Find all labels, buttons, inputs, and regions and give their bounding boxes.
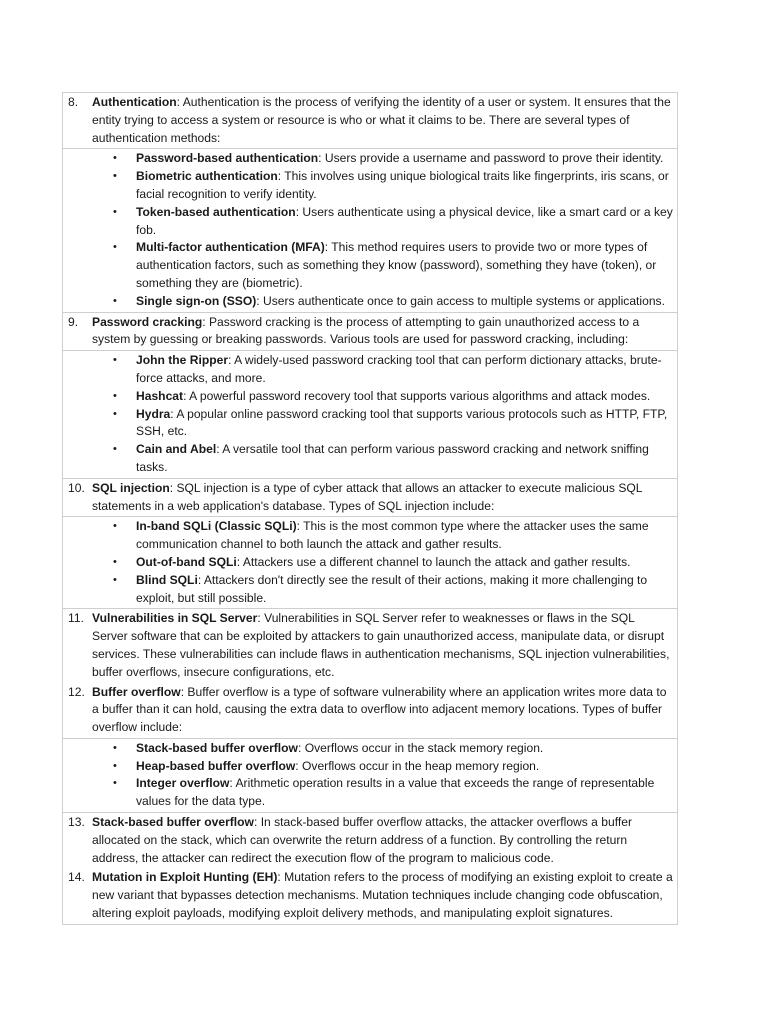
bullet-list [62,350,678,479]
bullet-item [110,150,675,168]
item-term: Vulnerabilities in SQL Server [92,611,258,626]
item-number: 13. [68,815,85,830]
bullet-term: In-band SQLi (Classic SQLi) [136,519,297,534]
item-number: 12. [68,684,85,699]
bullet-text: : Overflows occur in the stack memory region. [297,740,544,755]
bullet-item [110,352,675,388]
bullet-list [62,516,678,609]
bullet-icon: • [113,573,117,586]
bullet-icon: • [113,741,117,754]
item-term: Authentication [92,95,177,109]
item-body [92,814,673,867]
item-text: : Vulnerabilities in SQL Server refer to weaknesses or flaws in the SQL Server software that can be exploited by attackers to gain unauthorized access, manipulate data, or disrupt services. These vulnerabilities can include flaws in authentication mechanisms, SQL injection vulnerabilities, buffer overflows, insecure configurations, etc. [92,611,670,679]
bullet-term: Biometric authentication [136,169,278,184]
bullet-term: Multi-factor authentication (MFA) [136,240,325,255]
bullet-text: : Overflows occur in the heap memory region. [295,758,540,773]
bullet-text: : A widely-used password cracking tool that can perform dictionary attacks, brute-force attacks, and more. [136,353,662,385]
item-text: : Buffer overflow is a type of software vulnerability where an application writes more data to a buffer than it can hold, causing the extra data to overflow into adjacent memory locations. Types of buffer overflow include: [92,684,667,735]
bullet-item [110,441,675,477]
bullet-text: : Arithmetic operation results in a value that exceeds the range of representable values for the data type. [136,776,655,809]
bullet-term: Blind SQLi [136,572,198,587]
bullet-item [110,204,675,240]
item-body [92,314,673,350]
bullet-item [110,572,675,608]
bullet-item [110,406,675,442]
item-term: Buffer overflow [92,684,181,699]
item-number: 9. [68,314,79,329]
bullet-item [110,293,675,311]
bullet-icon: • [113,555,117,568]
item-number: 10. [68,480,85,495]
bullet-icon: • [113,389,117,402]
bullet-icon: • [113,443,117,456]
bullet-icon: • [113,759,117,772]
bullet-icon: • [113,520,117,533]
item-number: 8. [68,95,79,109]
item-text: : In stack-based buffer overflow attacks, the attacker overflows a buffer allocated on the stack, which can overwrite the return address of a function. By controlling the return address, the attacker can redirect the execution flow of the program to malicious code. [92,815,632,865]
bullet-text: : This involves using unique biological traits like fingerprints, iris scans, or facial recognition to verify identity. [136,169,669,201]
bullet-icon: • [113,241,117,254]
bullet-icon: • [113,354,117,367]
item-body [92,684,673,737]
bullet-text: : A popular online password cracking tool that supports various protocols such as HTTP, FTP, SSH, etc. [136,406,668,439]
bullet-item [110,388,675,406]
list-item [62,478,678,518]
bullet-term: Password-based authentication [136,151,319,166]
list-item [62,812,678,925]
bullet-text: : Attackers don't directly see the result of their actions, making it more challenging to exploit, but still possible. [136,572,648,605]
bullet-term: Stack-based buffer overflow [136,740,298,755]
item-text: : Password cracking is the process of attempting to gain unauthorized access to a system by guessing or breaking passwords. Various tools are used for password cracking, including: [92,314,640,347]
bullet-item [110,168,675,204]
bullet-icon: • [113,152,117,165]
bullet-term: Token-based authentication [136,204,296,219]
bullet-text: : A versatile tool that can perform various password cracking and network sniffing tasks. [136,442,649,474]
bullet-item [110,239,675,292]
bullet-icon: • [113,205,117,218]
bullet-item [110,775,675,811]
bullet-text: : This method requires users to provide two or more types of authentication factors, such as something they know (password), something they have (token), or something they are (biometric). [136,240,657,290]
item-term: Mutation in Exploit Hunting (EH) [92,870,278,885]
item-text: : Mutation refers to the process of modifying an existing exploit to create a new variant that bypasses detection mechanisms. Mutation techniques include changing code obfuscation, altering exploit payloads, modifying exploit delivery methods, and manipulating exploit signatures. [92,870,673,921]
item-number: 11. [68,611,84,626]
bullet-term: Heap-based buffer overflow [136,758,296,773]
numbered-list [62,93,678,925]
bullet-text: : Users authenticate using a physical device, like a smart card or a key fob. [136,204,673,237]
bullet-term: Out-of-band SQLi [136,554,237,569]
item-term: Password cracking [92,314,203,329]
item-term: Stack-based buffer overflow [92,815,254,830]
bullet-term: Hydra [136,406,171,421]
bullet-term: Integer overflow [136,776,230,791]
item-body [92,480,673,516]
item-term: SQL injection [92,480,170,495]
item-text: : Authentication is the process of verifying the identity of a user or system. It ensures that the entity trying to access a system or resource is who or what it claims to be. There are several types of authentication methods: [92,95,671,145]
item-text: : SQL injection is a type of cyber attack that allows an attacker to execute malicious SQL statements in a web application's database. Types of SQL injection include: [92,480,643,513]
bullet-icon: • [113,777,117,790]
bullet-icon: • [113,170,117,183]
bullet-item [110,740,675,758]
bullet-item [110,518,675,554]
list-item [62,608,678,739]
item-body [92,869,673,922]
bullet-icon: • [113,294,117,307]
list-item [62,312,678,352]
list-item [62,92,678,149]
bullet-text: : Attackers use a different channel to launch the attack and gather results. [236,554,631,569]
bullet-item [110,758,675,776]
bullet-list [62,148,678,312]
bullet-text: : A powerful password recovery tool that supports various algorithms and attack modes. [183,388,651,403]
bullet-term: Hashcat [136,388,184,403]
bullet-term: Single sign-on (SSO) [136,293,257,308]
bullet-icon: • [113,407,117,420]
item-body [92,94,673,147]
item-number: 14. [68,870,85,885]
bullet-text: : This is the most common type where the attacker uses the same communication channel to both launch the attack and gather results. [136,519,649,552]
bullet-item [110,554,675,572]
bullet-text: : Users authenticate once to gain access to multiple systems or applications. [256,293,665,308]
item-body [92,610,673,681]
bullet-term: John the Ripper [136,353,229,368]
bullet-list [62,738,678,813]
bullet-term: Cain and Abel [136,442,217,457]
bullet-text: : Users provide a username and password to prove their identity. [318,151,664,166]
